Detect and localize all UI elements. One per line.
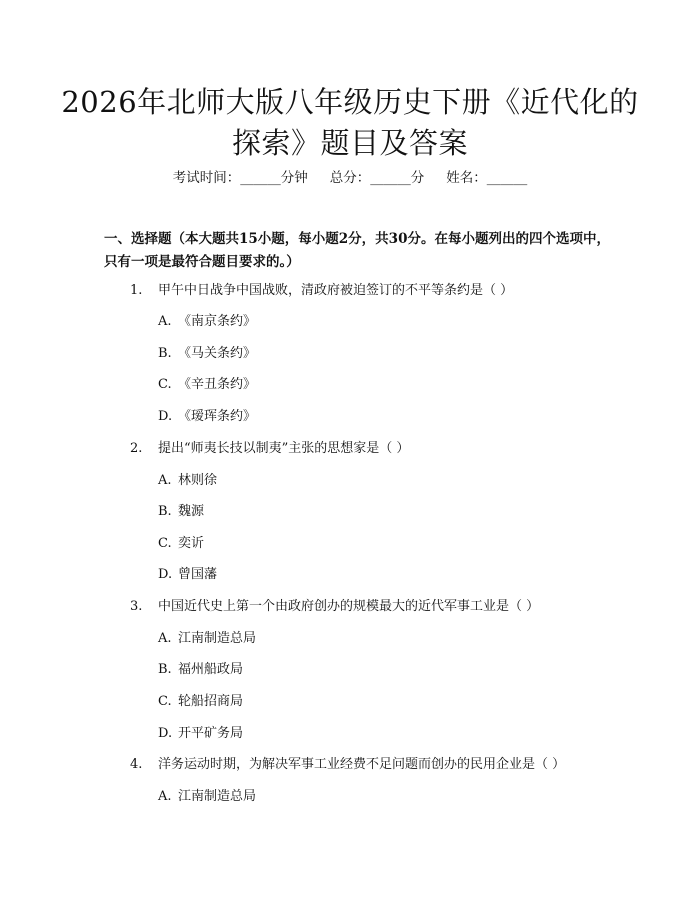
option-letter: B. — [158, 504, 172, 519]
question-text: 提出“师夷长技以制夷”主张的思想家是（ ） — [158, 441, 410, 456]
option-letter: D. — [158, 409, 173, 424]
option-letter: C. — [158, 536, 172, 551]
question-number: 4. — [130, 757, 143, 772]
question-2 — [130, 440, 409, 458]
option-text: 曾国藩 — [178, 567, 218, 582]
question-1 — [130, 282, 513, 300]
page-title: 2026年北师大版八年级历史下册《近代化的探索》题目及答案 — [61, 85, 639, 160]
question-number: 2. — [130, 441, 143, 456]
question-number: 1. — [130, 283, 143, 298]
question-3-option-c — [158, 693, 243, 711]
option-text: 开平矿务局 — [178, 726, 244, 741]
question-number: 3. — [130, 599, 143, 614]
exam-meta-line — [0, 168, 700, 188]
option-letter: A. — [158, 789, 172, 804]
option-letter: D. — [158, 726, 173, 741]
option-letter: C. — [158, 377, 172, 392]
option-text: 《马关条约》 — [178, 346, 257, 361]
option-letter: A. — [158, 314, 172, 329]
option-text: 江南制造总局 — [178, 631, 257, 646]
question-3-option-d — [158, 725, 243, 743]
option-letter: B. — [158, 346, 172, 361]
question-1-option-d — [158, 408, 256, 426]
option-text: 轮船招商局 — [178, 694, 244, 709]
option-letter: D. — [158, 567, 173, 582]
option-text: 奕䜣 — [178, 536, 205, 551]
student-name-label: 姓名：______ — [446, 170, 528, 186]
option-text: 林则徐 — [178, 473, 218, 488]
question-text: 洋务运动时期，为解决军事工业经费不足问题而创办的民用企业是（ ） — [158, 757, 566, 772]
question-4 — [130, 756, 565, 774]
exam-time-label: 考试时间：______分钟 — [172, 170, 308, 186]
option-text: 《辛丑条约》 — [178, 377, 257, 392]
question-4-option-a — [158, 788, 256, 806]
option-letter: C. — [158, 694, 172, 709]
option-text: 《瑷珲条约》 — [178, 409, 257, 424]
question-text: 甲午中日战争中国战败，清政府被迫签订的不平等条约是（ ） — [158, 283, 514, 298]
question-3-option-a — [158, 630, 256, 648]
option-text: 魏源 — [178, 504, 205, 519]
question-text: 中国近代史上第一个由政府创办的规模最大的近代军事工业是（ ） — [158, 599, 540, 614]
total-score-label: 总分：______分 — [329, 170, 425, 186]
question-1-option-a — [158, 313, 256, 331]
question-2-option-a — [158, 472, 217, 490]
option-text: 福州船政局 — [178, 662, 244, 677]
question-3 — [130, 598, 539, 616]
question-3-option-b — [158, 661, 243, 679]
question-1-option-c — [158, 376, 256, 394]
question-2-option-d — [158, 566, 217, 584]
option-text: 江南制造总局 — [178, 789, 257, 804]
question-2-option-b — [158, 503, 204, 521]
option-letter: A. — [158, 631, 172, 646]
section-heading: 一、选择题（本大题共15小题，每小题2分，共30分。在每小题列出的四个选项中，只有一项是最符合题目要求的。） — [104, 231, 610, 270]
option-letter: A. — [158, 473, 172, 488]
question-1-option-b — [158, 345, 256, 363]
option-text: 《南京条约》 — [178, 314, 257, 329]
question-2-option-c — [158, 535, 204, 553]
option-letter: B. — [158, 662, 172, 677]
